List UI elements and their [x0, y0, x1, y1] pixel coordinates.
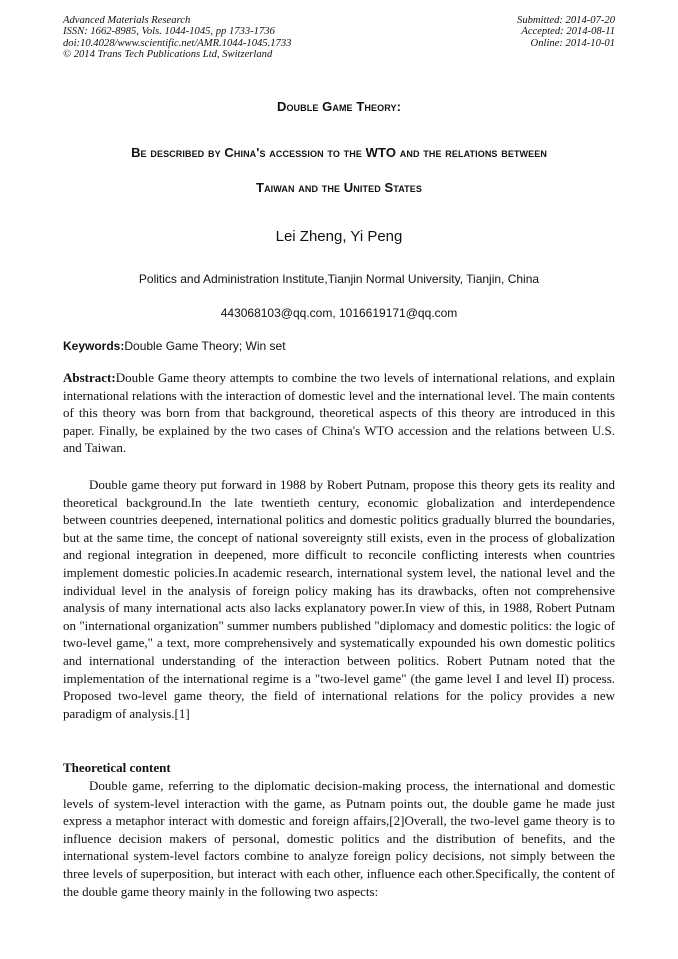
journal-doi: doi:10.4028/www.scientific.net/AMR.1044-1045.1733: [63, 37, 292, 49]
section-paragraph: Double game, referring to the diplomatic decision-making process, the international and domestic levels of system-level interaction with the game, as Putnam points out, the double game he made just express a metaphor interact with domestic and foreign affairs,[2]Overall, the two-level game theory is to influence decision makers of personal, domestic politics and the distribution of benefits, and the international system-level factors combine to analyze foreign policy decisions, not simply between the three levels of superposition, but interact with each other, influence each other.Specifically, the content of the double game theory mainly in the following two aspects:: [63, 778, 615, 899]
journal-info: [63, 15, 291, 61]
keywords: [63, 339, 286, 353]
journal-copyright: © 2014 Trans Tech Publications Ltd, Switzerland: [63, 49, 273, 61]
online-date: Online: 2014-10-01: [530, 37, 615, 49]
paper-title-line-3: Taiwan and the United States: [256, 180, 422, 195]
publication-dates: [517, 15, 615, 49]
intro-paragraph: Double game theory put forward in 1988 by Robert Putnam, propose this theory gets its reality and theoretical background.In the late twentieth century, economic globalization and interdependence between countries deepened, international politics and domestic politics gradually blurred the boundaries, but at the same time, the concept of national sovereignty still exists, even in the process of globalization and regional integration in deepened, more difficult to reconcile conflicting interests when countries implement domestic policies.In academic research, international system level, the national level and the individual level in the analysis of foreign policy making has its drawbacks, often not comprehensive analysis of many international acts also lacks explanatory power.In view of this, in 1988, Robert Putnam on "international organization" summer numbers published "diplomacy and domestic politics: the logic of two-level game," a text, more comprehensively and systematically expounded his own domestic politics and international understanding of the interaction between politics. Robert Putnam noted that the implementation of the international regime is a "two-level game" (the game level I and level II) process. Proposed two-level game theory, the field of international relations for the policy provides a new paradigm of analysis.[1]: [63, 477, 615, 721]
author-emails: 443068103@qq.com, 1016619171@qq.com: [220, 306, 458, 320]
accepted-date: Accepted: 2014-08-11: [521, 26, 615, 38]
paper-title-line-2: Be described by China's accession to the WTO and the relations between: [131, 145, 547, 160]
keywords-text: Double Game Theory; Win set: [124, 339, 286, 353]
journal-name: Advanced Materials Research: [63, 15, 191, 26]
affiliation: Politics and Administration Institute,Tianjin Normal University, Tianjin, China: [138, 272, 540, 286]
authors: Lei Zheng, Yi Peng: [275, 228, 403, 245]
paper-title-line-1: Double Game Theory:: [276, 99, 402, 114]
journal-issn: ISSN: 1662-8985, Vols. 1044-1045, pp 1733-1736: [63, 26, 275, 38]
abstract: [63, 369, 615, 457]
section-heading: Theoretical content: [63, 760, 171, 775]
abstract-label: Abstract:: [63, 370, 116, 385]
keywords-label: Keywords:: [63, 339, 125, 353]
submitted-date: Submitted: 2014-07-20: [517, 15, 615, 26]
abstract-text: Double Game theory attempts to combine the two levels of international relations, and explain international relations with the interaction of domestic level and the international level. The main contents of this theory was born from that background, theoretical aspects of this theory are introduced in this paper. Finally, be explained by the two cases of China's WTO accession and the relations between U.S. and Taiwan.: [63, 370, 615, 456]
